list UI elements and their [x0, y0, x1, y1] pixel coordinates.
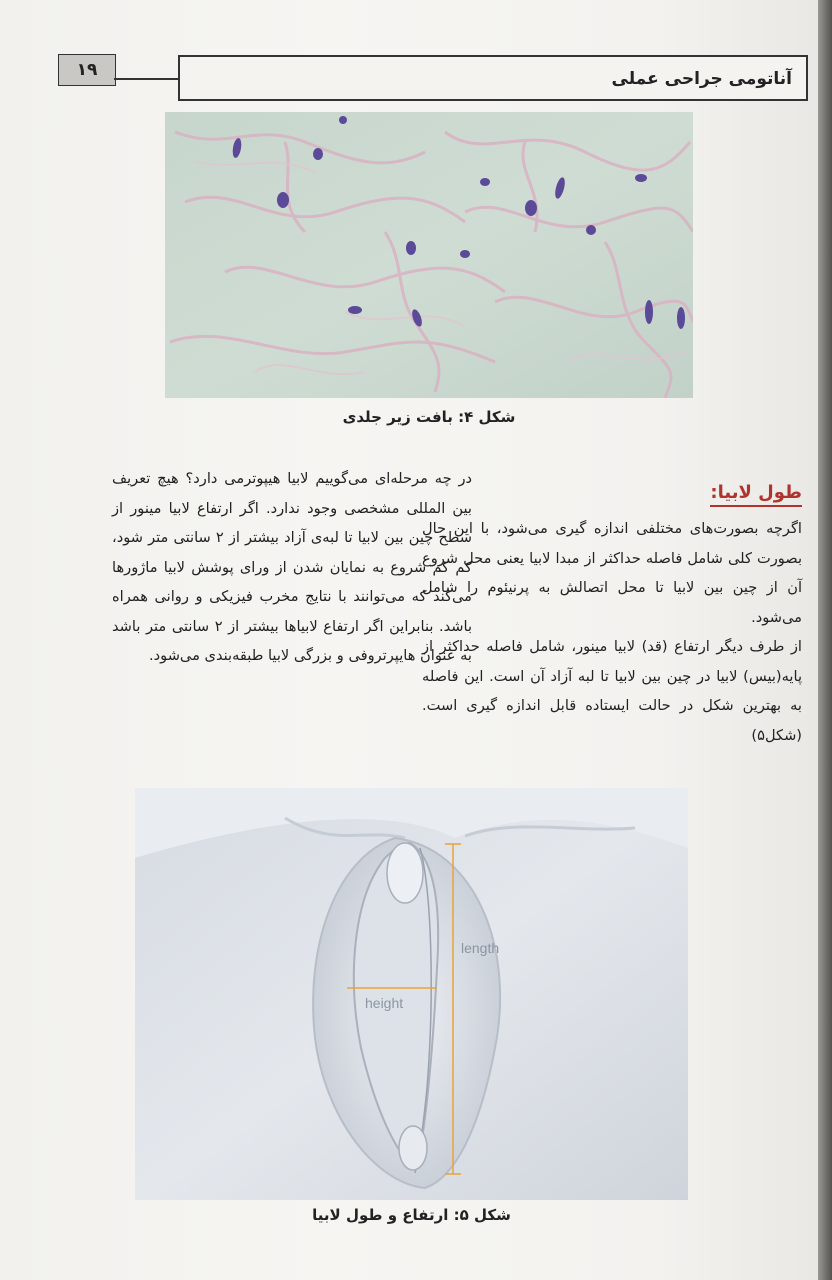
histology-figure	[165, 112, 693, 398]
page-edge	[818, 0, 832, 1280]
height-label: height	[365, 995, 404, 1011]
right-paragraph-1: اگرچه بصورت‌های مختلفی اندازه گیری می‌شود، با این حال بصورت کلی شامل فاصله حداکثر از مبدا لابیا یعنی محل شروع آن از چین بین لابیا تا محل اتصالش به پرنیئوم را شامل می‌شود.	[422, 520, 802, 626]
labia-illustration	[135, 788, 688, 1200]
length-label: length	[461, 940, 500, 956]
page-number-box	[58, 54, 116, 86]
header-divider	[114, 78, 180, 80]
right-column	[422, 514, 802, 750]
section-heading: طول لابیا:	[710, 482, 802, 507]
book-title: آناتومی جراحی عملی	[611, 69, 792, 89]
figure5-caption: شکل ۵: ارتفاع و طول لابیا	[312, 1206, 511, 1224]
left-paragraph: در چه مرحله‌ای می‌گوییم لابیا هیپوترمی دارد؟ هیچ تعریف بین المللی مشخصی وجود ندارد. اگر ارتفاع لابیا مینور از سطح چین بین لابیا تا لبه‌ی آزاد بیشتر از ۲ سانتی متر شود، کم کم شروع به نمایان شدن از ورای پوشش لابیا ماژورها می‌کند که می‌توانند با نتایج مخرب فیزیکی و روانی همراه باشد. بنابراین اگر ارتفاع لابیاها بیشتر از ۲ سانتی متر باشد به عنوان هایپرتروفی و بزرگی لابیا طبقه‌بندی می‌شود.	[112, 470, 473, 664]
figure4-caption: شکل ۴: بافت زیر جلدی	[342, 408, 516, 426]
right-paragraph-2: از طرف دیگر ارتفاع (قد) لابیا مینور، شامل فاصله حداکثر از پایه(بیس) لابیا در چین بین لابیا تا لبه آزاد آن است. این فاصله به بهترین شکل در حالت ایستاده قابل اندازه گیری است. (شکل۵)	[422, 638, 802, 744]
running-header	[178, 55, 808, 101]
left-column	[112, 464, 472, 671]
page-number: ۱۹	[76, 60, 98, 80]
